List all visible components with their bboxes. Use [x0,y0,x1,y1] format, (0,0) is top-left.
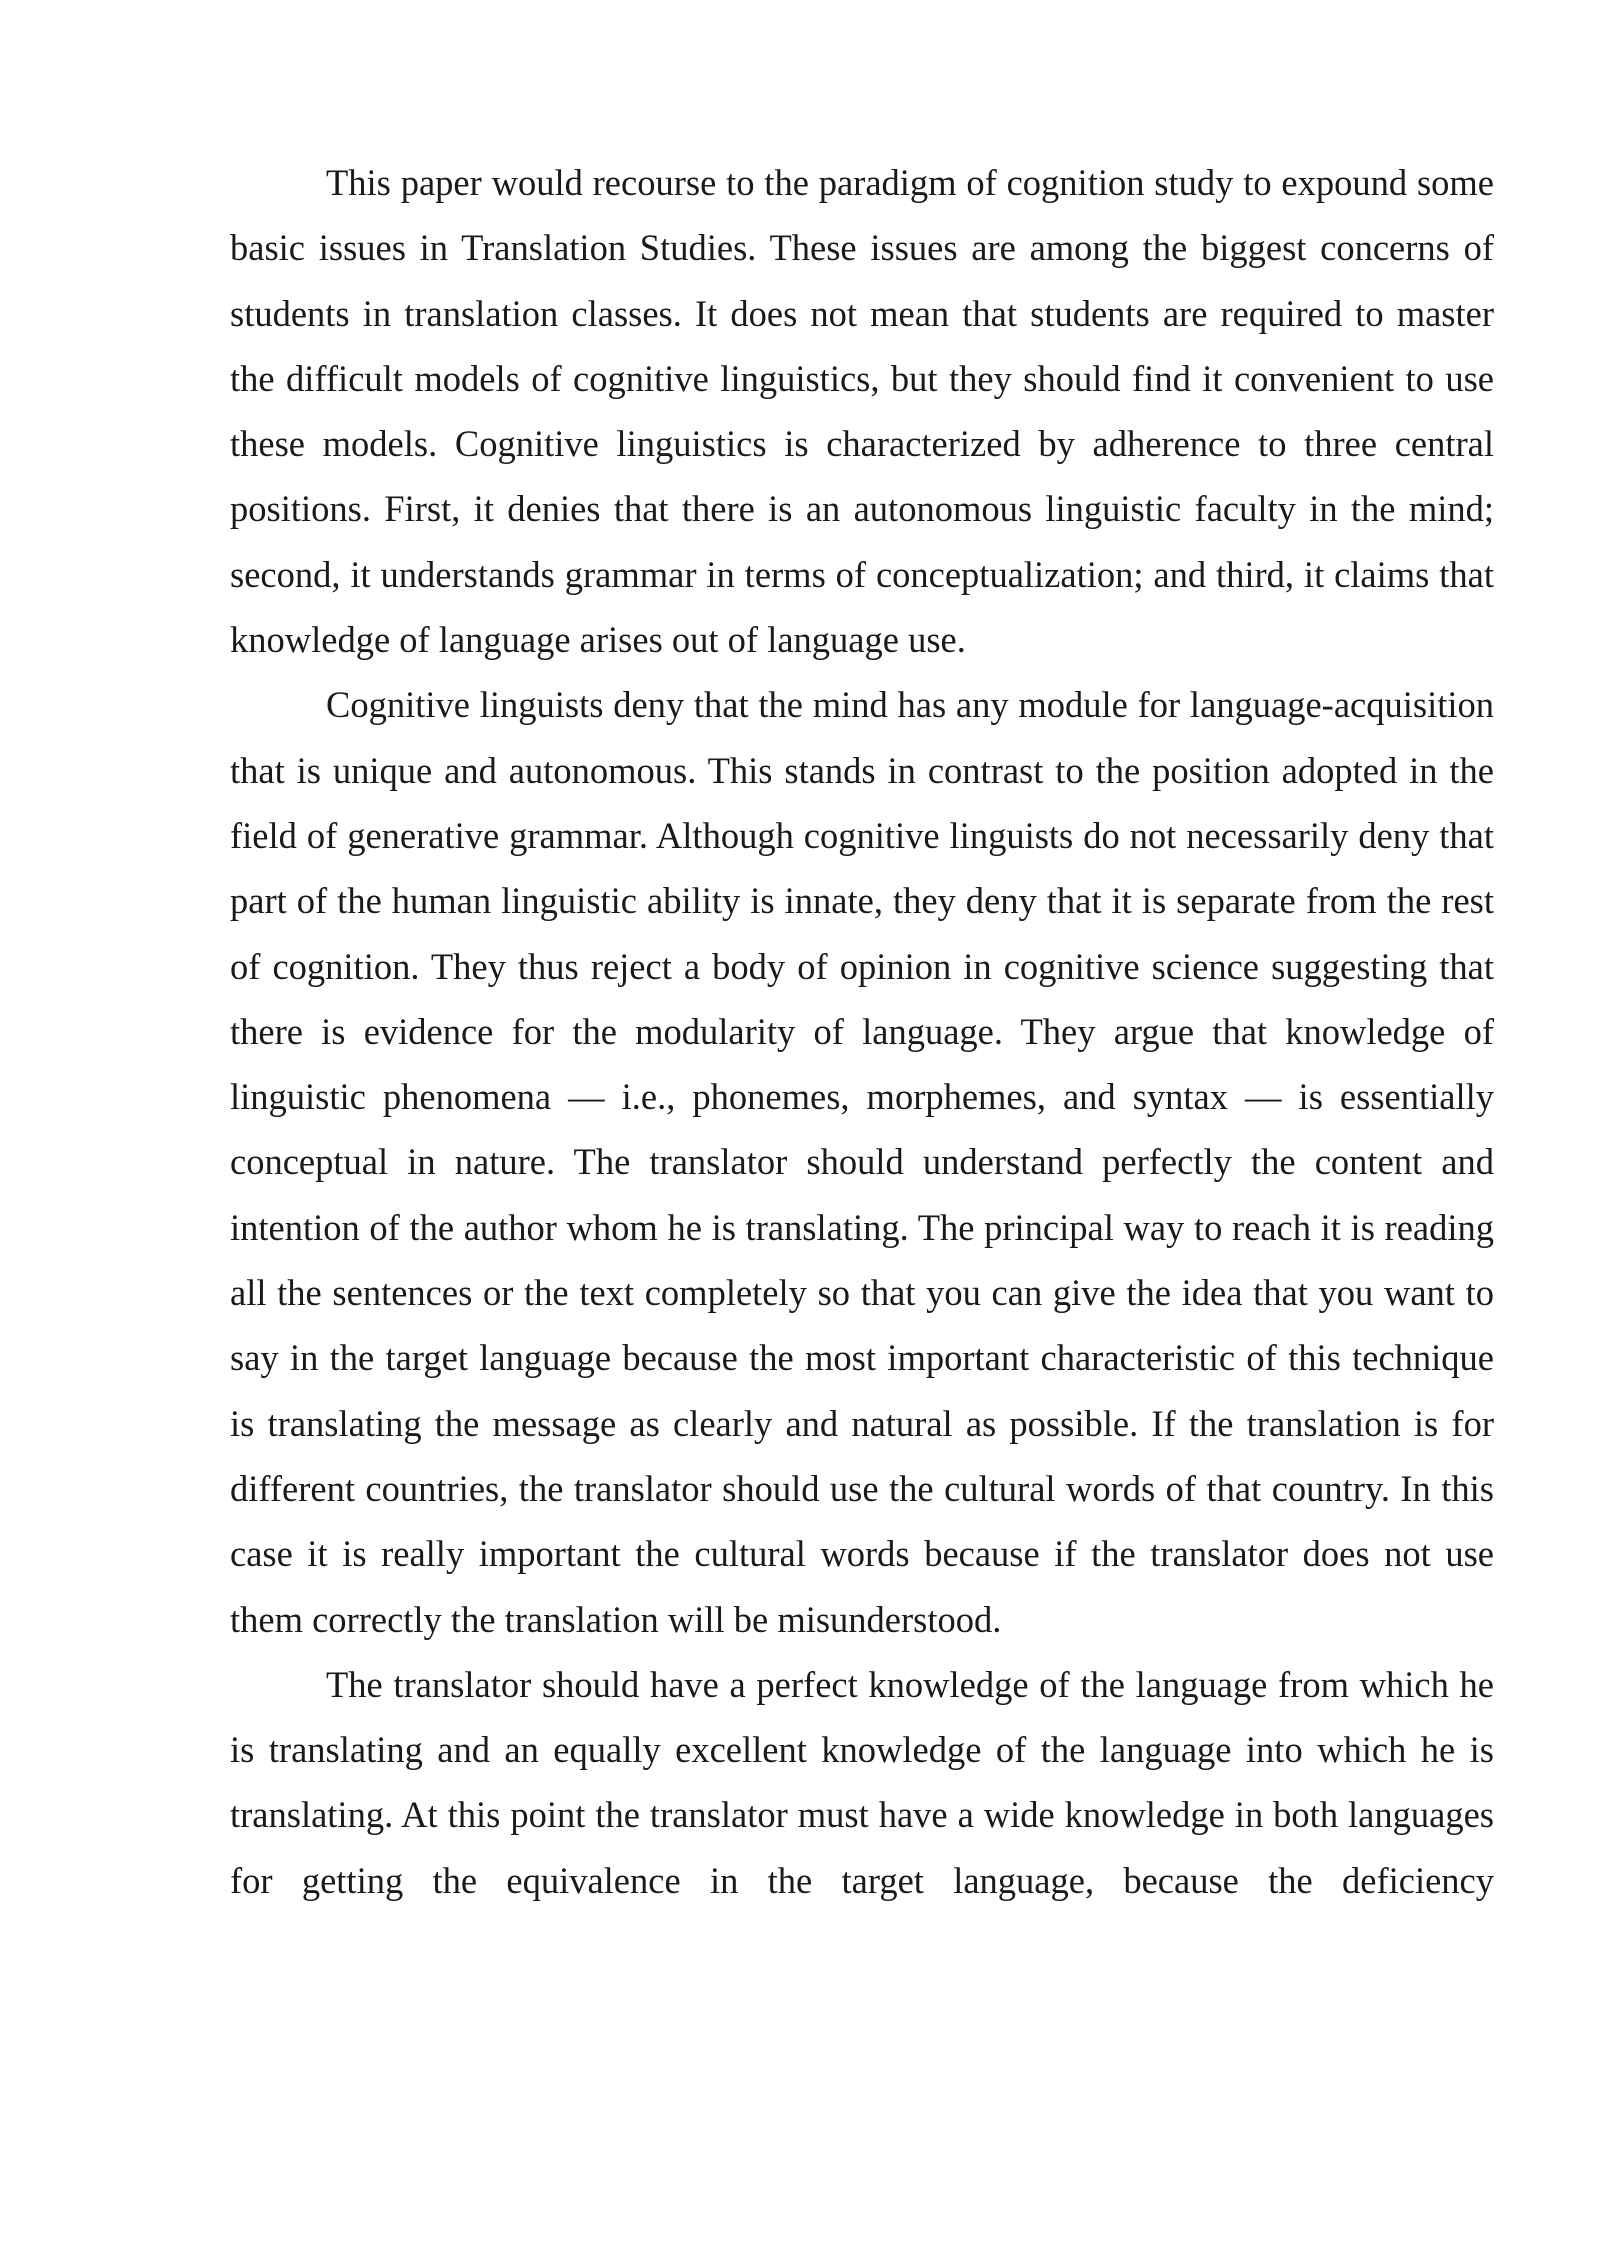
paragraph-3: The translator should have a perfect knowledge of the language from which he is translating and an equally excellent knowledge of the language into which he is translating. At this point the translator must have a wide knowledge in both languages for getting the equivalence in the target language, because the deficiency [230,1663,1494,1901]
body-text [230,150,1494,1913]
paragraph-2: Cognitive linguists deny that the mind has any module for language-acquisition that is unique and autonomous. This stands in contrast to the position adopted in the field of generative grammar. Although cognitive linguists do not necessarily deny that part of the human linguistic ability is innate, they deny that it is separate from the rest of cognition. They thus reject a body of opinion in cognitive science suggesting that there is evidence for the modularity of language. They argue that knowledge of linguistic phenomena — i.e., phonemes, morphemes, and syntax — is essentially conceptual in nature. The translator should understand perfectly the content and intention of the author whom he is translating. The principal way to reach it is reading all the sentences or the text completely so that you can give the idea that you want to say in the target language because the most important characteristic of this technique is translating the message as clearly and natural as possible. If the translation is for different countries, the translator should use the cultural words of that country. In this case it is really important the cultural words because if the translator does not use them correctly the translation will be misunderstood. [230,684,1494,1640]
paragraph-1: This paper would recourse to the paradigm of cognition study to expound some basic issues in Translation Studies. These issues are among the biggest concerns of students in translation classes. It does not mean that students are required to master the difficult models of cognitive linguistics, but they should find it convenient to use these models. Cognitive linguistics is characterized by adherence to three central positions. First, it denies that there is an autonomous linguistic faculty in the mind; second, it understands grammar in terms of conceptualization; and third, it claims that knowledge of language arises out of language use. [230,162,1494,661]
